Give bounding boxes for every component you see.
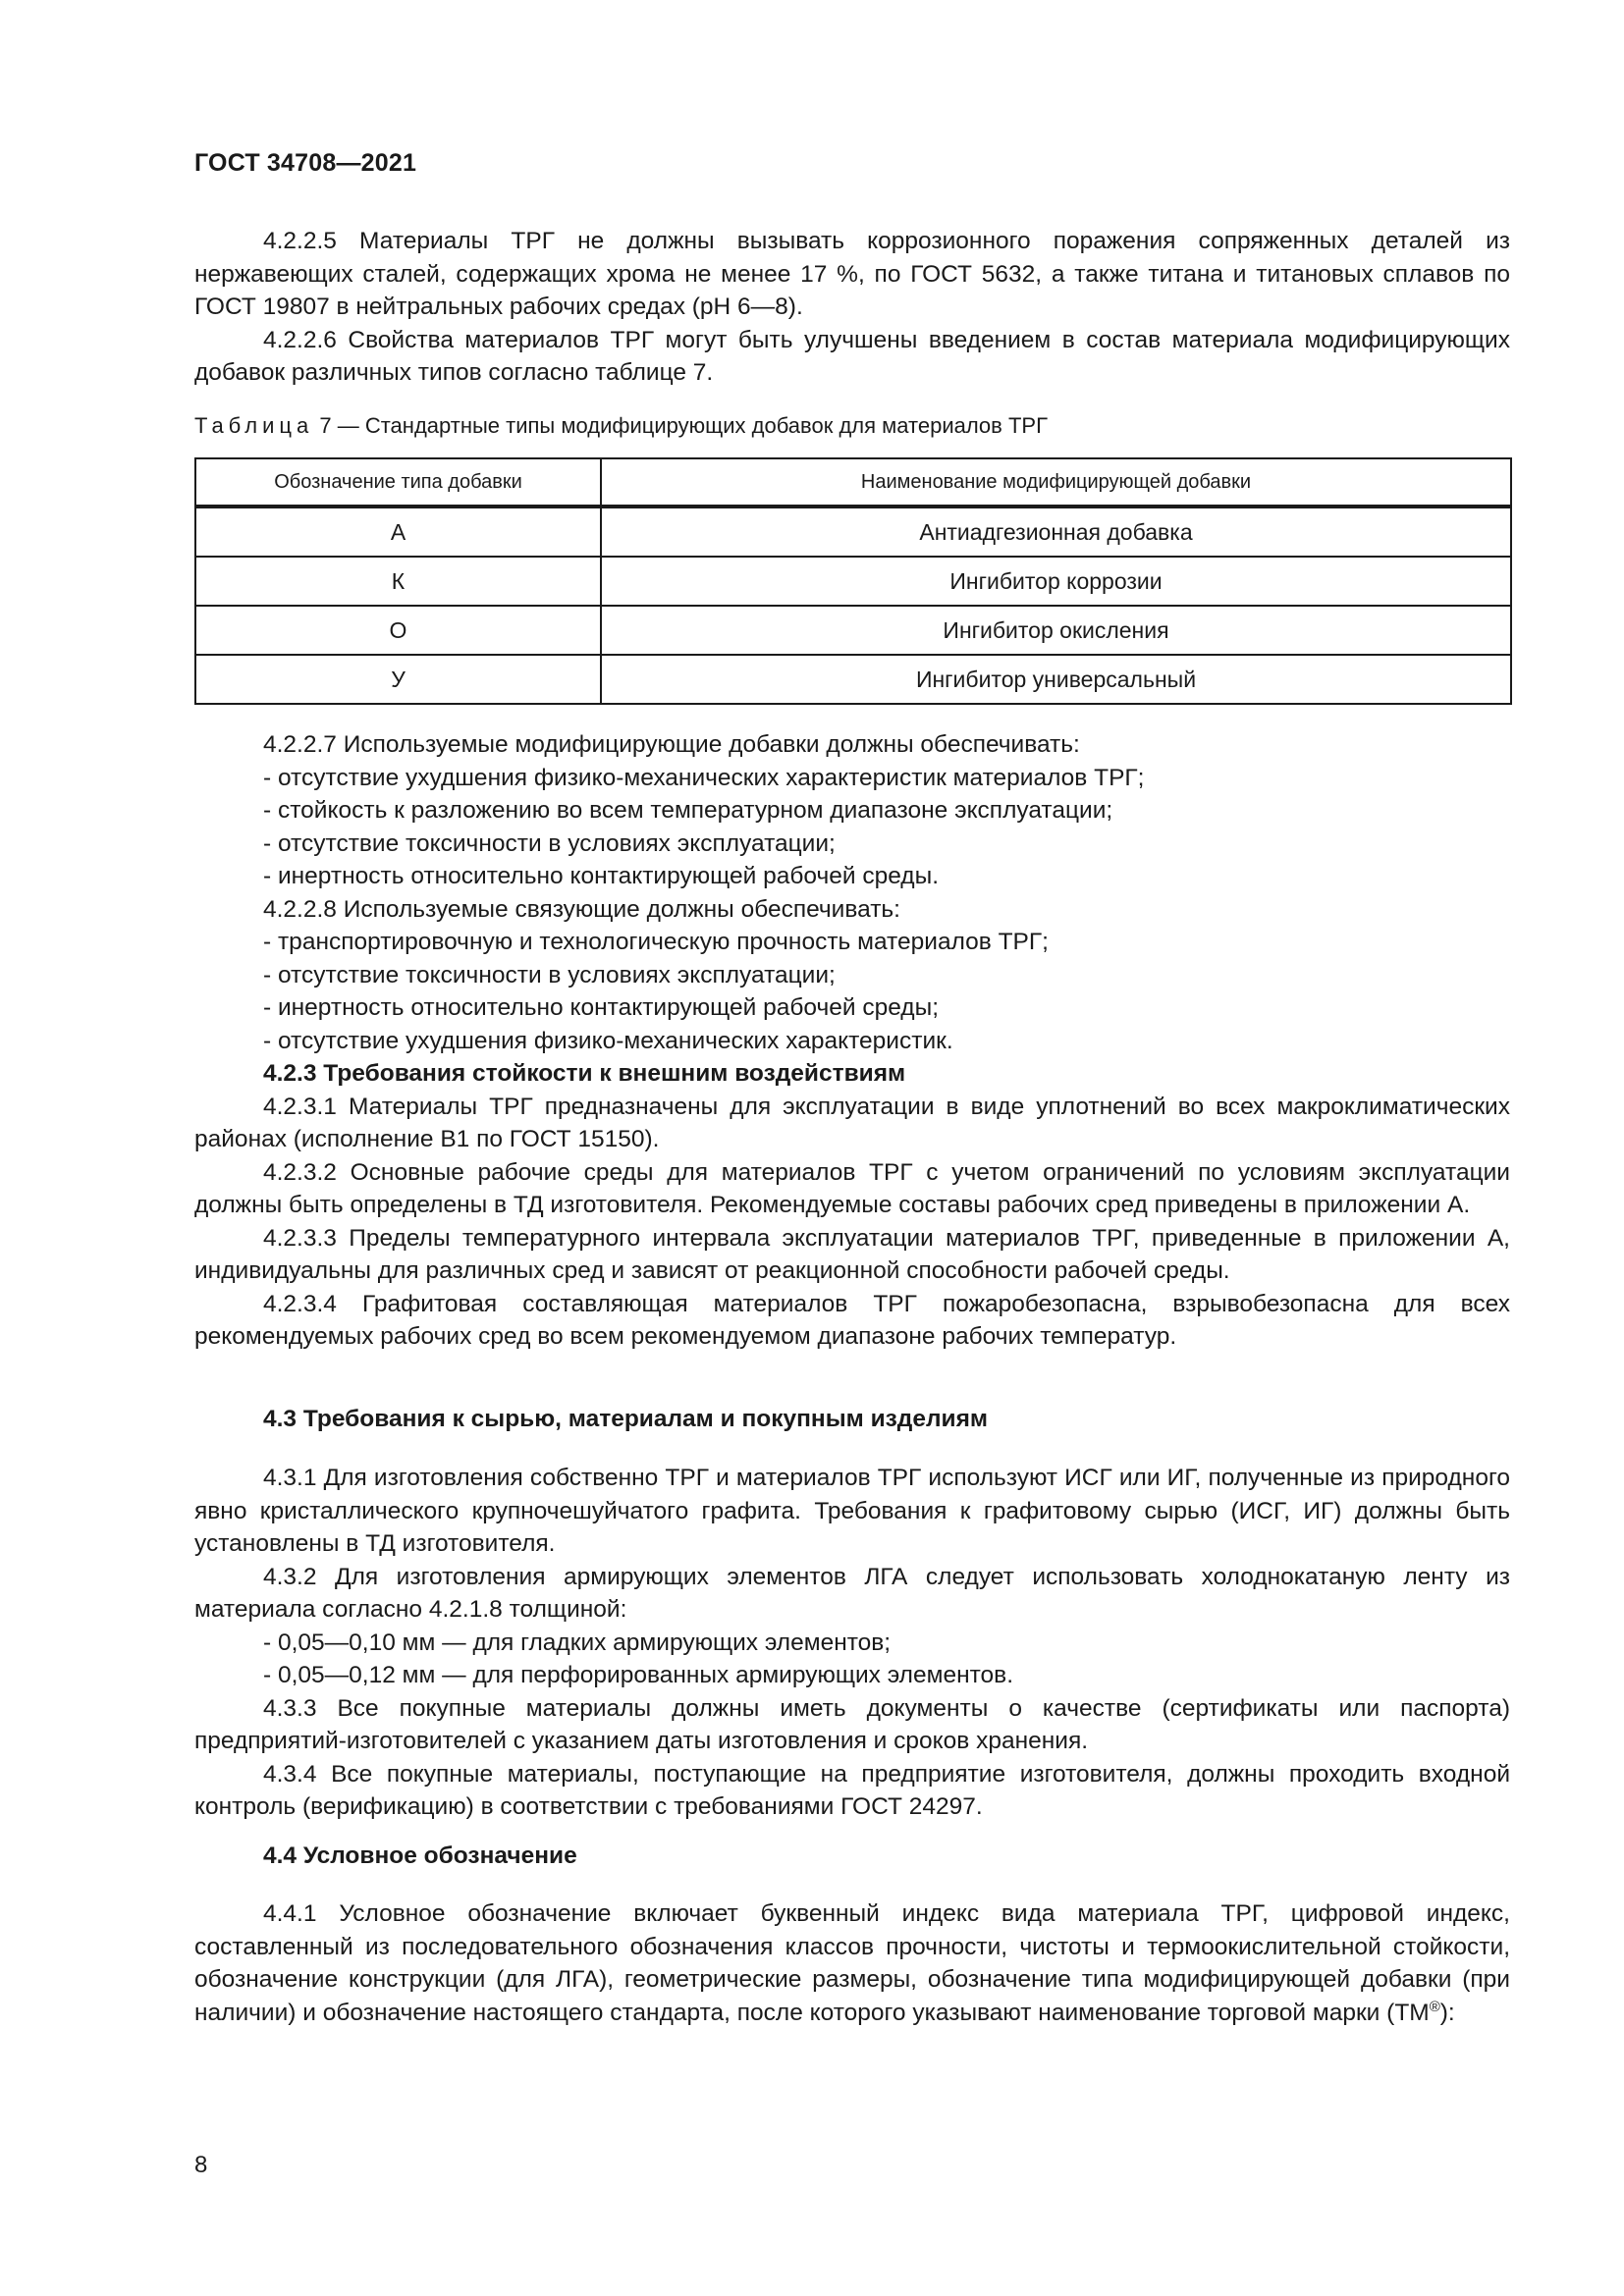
- section-title-4-3: 4.3 Требования к сырью, материалам и покупным изделиям: [263, 1406, 989, 1432]
- paragraph-4-2-2-6: 4.2.2.6 Свойства материалов ТРГ могут быть улучшены введением в состав материала модифицирующих добавок различных типов согласно таблице 7.: [194, 326, 1510, 386]
- list-item: - инертность относительно контактирующей рабочей среды.: [263, 863, 940, 889]
- paragraph-4-4-1-text: 4.4.1 Условное обозначение включает буквенный индекс вида материала ТРГ, цифровой индекс, составленный из последовательного обозначения классов прочности, чистоты и термоокислительной стойкости, обозначение конструкции (для ЛГА), геометрические размеры, обозначение типа модифицирующей добавки (при наличии) и обозначение настоящего стандарта, после которого указывают наименование торговой марки (ТМ: [194, 1900, 1510, 2026]
- table-caption: [194, 413, 1048, 439]
- list-item: - отсутствие токсичности в условиях эксплуатации;: [263, 829, 836, 857]
- table-cell: К: [195, 557, 601, 606]
- table-header-row: [195, 458, 1511, 507]
- list-item: - транспортировочную и технологическую прочность материалов ТРГ;: [263, 929, 1049, 955]
- sections-4-2-2-7-to-4-2-3: [194, 728, 1510, 1354]
- paragraph-4-4-1-end: ):: [1439, 1999, 1455, 2026]
- page-number: 8: [194, 2152, 208, 2178]
- paragraph-4-2-3-2: 4.2.3.2 Основные рабочие среды для материалов ТРГ с учетом ограничений по условиям эксплуатации должны быть определены в ТД изготовителя. Рекомендуемые составы рабочих сред приведены в приложении А.: [194, 1158, 1510, 1218]
- paragraph-4-2-2-7: 4.2.2.7 Используемые модифицирующие добавки должны обеспечивать:: [263, 731, 1080, 758]
- table-row: [195, 606, 1511, 655]
- registered-mark: ®: [1429, 1998, 1440, 2015]
- table-cell: Антиадгезионная добавка: [601, 507, 1511, 557]
- section-4-3: [194, 1403, 1510, 1436]
- list-item: - 0,05—0,10 мм — для гладких армирующих элементов;: [263, 1629, 892, 1656]
- table-row: [195, 557, 1511, 606]
- table-cell: Ингибитор окисления: [601, 606, 1511, 655]
- table-cell: Ингибитор универсальный: [601, 655, 1511, 704]
- table-header-cell: Наименование модифицирующей добавки: [601, 458, 1511, 507]
- table-header-cell: Обозначение типа добавки: [195, 458, 601, 507]
- table-cell: Ингибитор коррозии: [601, 557, 1511, 606]
- list-item: - отсутствие ухудшения физико-механических характеристик.: [263, 1027, 953, 1054]
- subsection-title-4-2-3: 4.2.3 Требования стойкости к внешним воздействиям: [263, 1060, 906, 1087]
- paragraph-4-2-3-4: 4.2.3.4 Графитовая составляющая материалов ТРГ пожаробезопасна, взрывобезопасна для всех рекомендуемых рабочих сред во всем рекомендуемом диапазоне рабочих температур.: [194, 1290, 1510, 1350]
- section-4-3-body: [194, 1462, 1510, 1824]
- table-cell: А: [195, 507, 601, 557]
- list-item: - отсутствие токсичности в условиях эксплуатации;: [263, 961, 836, 988]
- table-cell: О: [195, 606, 601, 655]
- list-item: - 0,05—0,12 мм — для перфорированных армирующих элементов.: [263, 1662, 1013, 1688]
- paragraph-4-3-4: 4.3.4 Все покупные материалы, поступающие на предприятие изготовителя, должны проходить входной контроль (верификацию) в соответствии с требованиями ГОСТ 24297.: [194, 1760, 1510, 1820]
- paragraph-4-4-1: [194, 1897, 1510, 2029]
- table-caption-label: Таблица: [194, 413, 314, 438]
- list-item: - инертность относительно контактирующей рабочей среды;: [263, 994, 940, 1021]
- list-item: - отсутствие ухудшения физико-механических характеристик материалов ТРГ;: [263, 764, 1145, 791]
- document-header: ГОСТ 34708—2021: [194, 149, 417, 177]
- table-caption-text: 7 — Стандартные типы модифицирующих добавок для материалов ТРГ: [313, 413, 1048, 438]
- paragraph-4-2-2-5: 4.2.2.5 Материалы ТРГ не должны вызывать коррозионного поражения сопряженных деталей из нержавеющих сталей, содержащих хрома не менее 17 %, по ГОСТ 5632, а также титана и титановых сплавов по ГОСТ 19807 в нейтральных рабочих средах (pH 6—8).: [194, 228, 1510, 320]
- paragraph-4-3-3: 4.3.3 Все покупные материалы должны иметь документы о качестве (сертификаты или паспорта) предприятий-изготовителей с указанием даты изготовления и сроков хранения.: [194, 1694, 1510, 1754]
- table-cell: У: [195, 655, 601, 704]
- section-4-4: [194, 1840, 1510, 1873]
- additives-table: [194, 457, 1512, 705]
- paragraph-4-3-1: 4.3.1 Для изготовления собственно ТРГ и материалов ТРГ используют ИСГ или ИГ, полученные из природного явно кристаллического крупночешуйчатого графита. Требования к графитовому сырью (ИСГ, ИГ) должны быть установлены в ТД изготовителя.: [194, 1465, 1510, 1557]
- table-row: [195, 655, 1511, 704]
- list-item: - стойкость к разложению во всем температурном диапазоне эксплуатации;: [263, 797, 1113, 824]
- paragraph-4-2-3-3: 4.2.3.3 Пределы температурного интервала эксплуатации материалов ТРГ, приведенные в приложении А, индивидуальны для различных сред и зависят от реакционной способности рабочей среды.: [194, 1224, 1510, 1284]
- table-row: [195, 507, 1511, 557]
- intro-block: [194, 225, 1510, 390]
- section-title-4-4: 4.4 Условное обозначение: [263, 1842, 577, 1869]
- paragraph-4-2-3-1: 4.2.3.1 Материалы ТРГ предназначены для эксплуатации в виде уплотнений во всех макроклиматических районах (исполнение В1 по ГОСТ 15150).: [194, 1093, 1510, 1152]
- paragraph-4-2-2-8: 4.2.2.8 Используемые связующие должны обеспечивать:: [263, 895, 900, 923]
- section-4-4-body: [194, 1897, 1510, 2029]
- paragraph-4-3-2: 4.3.2 Для изготовления армирующих элементов ЛГА следует использовать холоднокатаную ленту из материала согласно 4.2.1.8 толщиной:: [194, 1563, 1510, 1623]
